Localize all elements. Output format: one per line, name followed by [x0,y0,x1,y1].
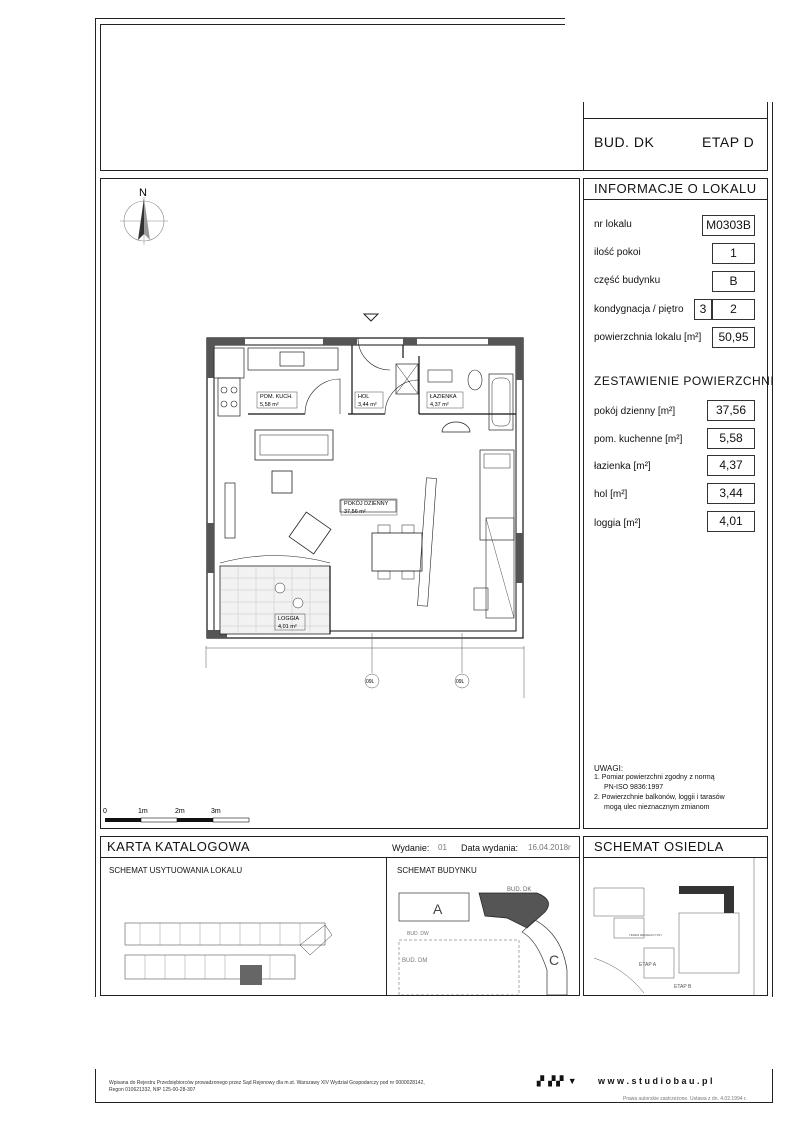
notes-line-1: 1. Pomiar powierzchni zgodny z normą [594,774,715,781]
building-code: BUD. DK [594,134,655,150]
unit-area-value: 50,95 [712,327,755,348]
room-loggia-name: LOGGIA [278,616,300,622]
room-hall-name: HOL [358,394,370,400]
axis-label-2: 09L [456,679,465,685]
date-value: 16.04.2018r [528,843,571,852]
footer-website[interactable]: w w w . s t u d i o b a u . p l [598,1076,713,1086]
north-arrow-icon [120,197,168,245]
building-part-value: B [712,271,755,292]
info-title-divider [583,199,768,200]
axis-label-1: 09L [366,679,375,685]
area-value-living: 37,56 [707,400,755,421]
area-label-kitchen: pom. kuchenne [m²] [594,434,683,445]
scale-label-1: 1m [138,808,148,815]
footer-regon: Regon 010621332, NIP 125-00-28-307 [109,1087,196,1093]
date-label: Data wydania: [461,843,519,853]
building-label-dm: BUD. DM [402,958,428,964]
top-mask [565,14,775,102]
floor-value: 2 [712,299,755,320]
area-label-loggia: loggia [m²] [594,518,641,529]
estate-label-b: ETAP B [674,984,692,990]
info-label-floor: kondygnacja / piętro [594,304,684,315]
areas-title: ZESTAWIENIE POWIERZCHNI [594,374,775,388]
stage-label: ETAP D [702,134,755,150]
scale-label-0: 0 [103,808,107,815]
scale-label-3: 3m [211,808,221,815]
footer-copyright: Prawa autorskie zastrzeżone. Ustawa z dn. 4.02.1994 r. [623,1096,747,1102]
room-kitchen-name: POM. KUCH. [260,394,293,400]
footer-registry: Wpisana do Rejestru Przedsiębiorców prowadzonego przez Sąd Rejonowy dla m.st. Warszawy XIV Wydział Gospodarczy pod nr 0000028142, [109,1080,425,1086]
room-kitchen-area: 5,58 m² [260,402,279,408]
building-label-c: C [549,952,560,968]
building-schema-title: SCHEMAT BUDYNKU [397,866,477,875]
notes-line-2: PN-ISO 9836:1997 [604,784,664,791]
building-label-dw: BUD. DW [407,931,429,937]
room-loggia-area: 4,01 m² [278,624,297,630]
unit-highlight [240,965,262,985]
unit-number-value: M0303B [702,215,755,236]
blank-band [0,997,793,1069]
storey-value: 3 [694,299,712,320]
scale-bar [105,818,249,822]
room-bath-area: 4,37 m² [430,402,449,408]
issue-label: Wydanie: [392,843,430,853]
building-label-a: A [433,901,443,917]
building-schema [387,880,579,995]
header-divider [583,118,768,119]
room-bath-name: ŁAZIENKA [430,394,457,400]
catalog-title: KARTA KATALOGOWA [107,839,251,854]
area-label-living: pokój dzienny [m²] [594,406,676,417]
notes-line-4: mogą ulec nieznacznym zmianom [604,804,710,811]
estate-schema [584,858,767,995]
info-label-part: część budynku [594,275,661,286]
issue-value: 01 [438,843,447,852]
info-label-area: powierzchnia lokalu [m²] [594,332,702,343]
estate-label-d: ETAP D [699,894,717,900]
entrance-marker-icon [364,314,378,321]
room-living-area: 37,56 m² [344,509,366,515]
estate-label-a: ETAP A [639,962,657,968]
building-label-dk: BUD. DK [507,887,532,893]
rooms-count-value: 1 [712,243,755,264]
notes-title: UWAGI: [594,764,624,773]
info-label-unit: nr lokalu [594,219,632,230]
area-value-hall: 3,44 [707,483,755,504]
area-value-bath: 4,37 [707,455,755,476]
estate-label-recreation: TEREN REKREACYJNY [629,933,663,937]
location-schema-title: SCHEMAT USYTUOWANIA LOKALU [109,866,243,875]
estate-title: SCHEMAT OSIEDLA [594,839,724,854]
location-schema [120,915,335,995]
floor-plan [100,178,580,829]
catalog-header-divider [100,857,580,858]
area-value-loggia: 4,01 [707,511,755,532]
scale-label-2: 2m [175,808,185,815]
room-hall-area: 3,44 m² [358,402,377,408]
north-label: N [139,187,147,199]
notes-line-3: 2. Powierzchnie balkonów, loggii i tarasów [594,794,725,801]
room-living-name: POKÓJ DZIENNY [344,501,389,507]
area-value-kitchen: 5,58 [707,428,755,449]
area-label-hall: hol [m²] [594,489,628,500]
footer-logo-icon: ▞ ▞▞ ▼ [537,1076,578,1086]
area-label-bath: łazienka [m²] [594,461,651,472]
info-label-rooms: ilość pokoi [594,247,641,258]
info-title: INFORMACJE O LOKALU [594,181,757,196]
